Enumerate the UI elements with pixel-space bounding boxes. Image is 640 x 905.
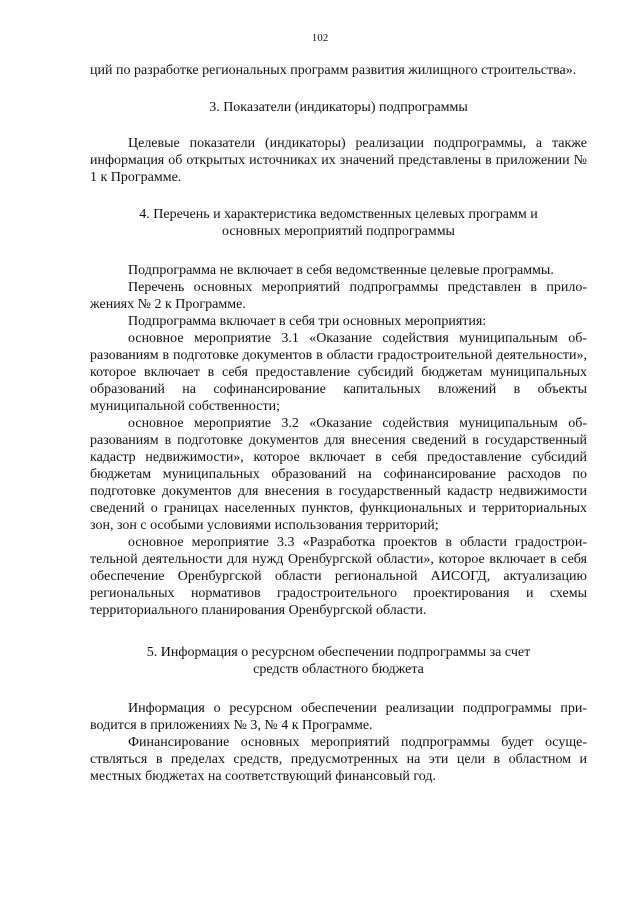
section-4-heading-line-2: основных мероприятий подпрограммы [222,224,455,239]
section-4-paragraph-1: Подпрограмма не включает в себя ведомственные целевые программы. [128,263,554,278]
section-4-heading-line-1: 4. Перечень и характеристика ведомственных целевых программ и [139,207,538,222]
section-5-heading-line-2: средств областного бюджета [253,662,424,677]
section-5-heading-line-1: 5. Информация о ресурсном обеспечении подпрограммы за счет [146,645,531,660]
section-4-paragraph-3: Подпрограмма включает в себя три основных мероприятия: [128,314,487,329]
section-3-paragraph: Целевые показатели (индикаторы) реализации подпрограммы, а также информация об открытых источниках их значений представлены в приложении № 1 к Программе. [90,136,587,185]
section-5-heading [90,644,587,678]
section-4-heading [90,206,587,240]
section-5-paragraph-2: Финансирование основных мероприятий подпрограммы будет осуществляться в пределах средств, предусмотренных на эти цели в областном и местных бюджетах на соответствующий финансовый год. [90,735,587,784]
section-4-paragraph-2: Перечень основных мероприятий подпрограммы представлен в приложениях № 2 к Программе. [90,280,587,312]
section-4-activity-3-1: основное мероприятие 3.1 «Оказание содействия муниципальным образованиям в подготовке документов в области градостроительной деятельности», которое включает в себя предоставление субсидий бюджетам муниципальных образований на софинансирование капитальных вложений в объекты муниципальной собственности; [90,331,587,414]
page-number: 102 [311,32,329,44]
section-4-activity-3-3: основное мероприятие 3.3 «Разработка проектов в области градостроительной деятельности для нужд Оренбургской области», которое включает в себя обеспечение Оренбургской области региональной АИСОГД, актуализацию региональных нормативов градостроительного проектирования и схемы территориального планирования Оренбургской области. [90,535,587,618]
section-3-heading: 3. Показатели (индикаторы) подпрограммы [209,100,468,115]
intro-paragraph: ций по разработке региональных программ развития жилищного строительства». [90,63,577,78]
section-4-activity-3-2: основное мероприятие 3.2 «Оказание содействия муниципальным образованиям в подготовке документов для внесения сведений в государственный кадастр недвижимости», которое включает в себя предоставление субсидий бюджетам муниципальных образований на софинансирование расходов по подготовке документов для внесения в государственный кадастр недвижимости сведений о границах населенных пунктов, функциональных и территориальных зон, зон с особыми условиями использования территорий; [90,416,587,533]
section-5-paragraph-1: Информация о ресурсном обеспечении реализации подпрограммы приводится в приложениях № 3, № 4 к Программе. [90,701,587,733]
document-body [90,62,587,785]
